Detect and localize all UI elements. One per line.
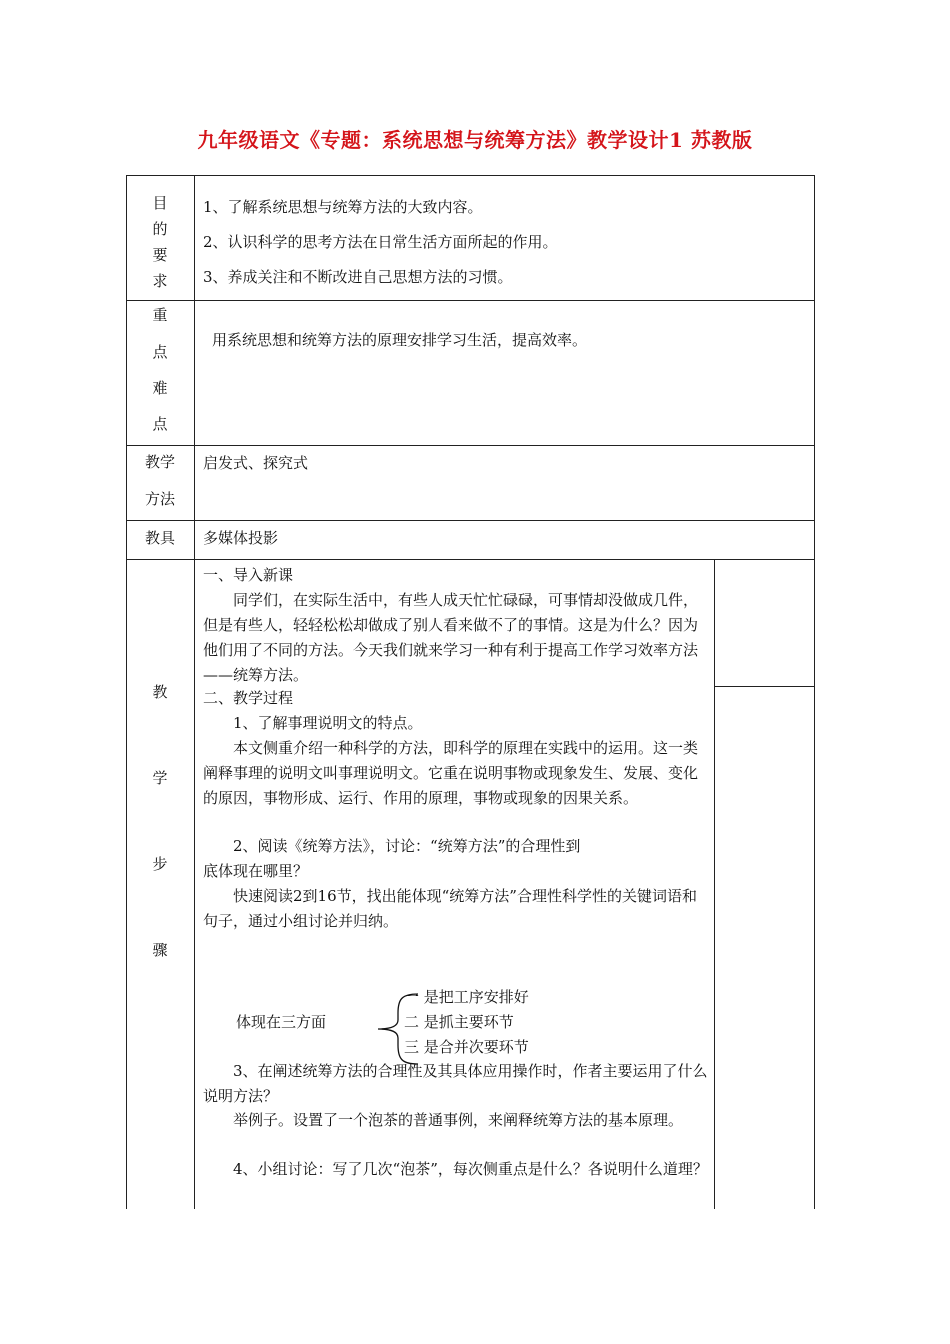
- goals-label-4: 求: [152, 272, 168, 290]
- key-points-label-4: 点: [152, 415, 168, 433]
- key-points-text: 用系统思想和统筹方法的原理安排学习生活，提高效率。: [212, 331, 588, 349]
- key-points-label-1: 重: [152, 306, 168, 324]
- step-3-answer: 举例子。设置了一个泡茶的普通事例，来阐释统筹方法的基本原理。: [233, 1111, 684, 1129]
- method-label-2: 方法: [144, 490, 175, 508]
- step-4-question: 4、小组讨论：写了几次“泡茶”，每次侧重点是什么？各说明什么道理？: [233, 1160, 708, 1178]
- aspects-label: 体现在三方面: [236, 1013, 327, 1031]
- table-border-top: [126, 175, 815, 176]
- row-divider: [126, 445, 815, 446]
- document-title: 九年级语文《专题：系统思想与统筹方法》教学设计1 苏教版: [197, 128, 753, 152]
- goal-item: 3、养成关注和不断改进自己思想方法的习惯。: [203, 268, 513, 286]
- goals-label-1: 目: [152, 194, 168, 212]
- goal-item: 2、认识科学的思考方法在日常生活方面所起的作用。: [203, 233, 558, 251]
- goals-label-2: 的: [152, 220, 168, 238]
- notes-column-divider: [714, 686, 815, 687]
- aspect-item: 一 是把工序安排好: [404, 988, 529, 1006]
- method-label-1: 教学: [144, 453, 175, 471]
- intro-paragraph: 同学们，在实际生活中，有些人成天忙忙碌碌，可事情却没做成几件，但是有些人，轻轻松松却做成了别人看来做不了的事情。这是为什么？因为他们用了不同的方法。今天我们就来学习一种有利于提高工作学习效率方法——统筹方法。: [203, 591, 699, 684]
- key-points-label-2: 点: [152, 343, 168, 361]
- steps-label-2: 学: [152, 769, 168, 787]
- aspect-item: 三 是合并次要环节: [404, 1038, 529, 1056]
- aspect-item: 二 是抓主要环节: [404, 1013, 514, 1031]
- steps-label-4: 骤: [152, 941, 168, 959]
- step-2-question-cont: 底体现在哪里？: [203, 862, 309, 880]
- step-2-paragraph: 快速阅读2到16节，找出能体现“统筹方法”合理性科学性的关键词语和句子，通过小组讨论并归纳。: [203, 887, 697, 930]
- steps-label-1: 教: [152, 683, 168, 701]
- step-3-question: 3、在阐述统筹方法的合理性及其具体应用操作时，作者主要运用了什么说明方法？: [203, 1062, 708, 1105]
- table-border-right: [814, 175, 815, 1209]
- row-divider: [126, 300, 815, 301]
- process-heading: 二、教学过程: [203, 689, 294, 707]
- label-column-divider: [194, 175, 195, 1209]
- step-2-question: 2、阅读《统筹方法》，讨论：“统筹方法”的合理性到: [233, 837, 581, 855]
- row-divider: [126, 559, 815, 560]
- goal-item: 1、了解系统思想与统筹方法的大致内容。: [203, 198, 483, 216]
- method-text: 启发式、探究式: [203, 454, 309, 472]
- intro-heading: 一、导入新课: [203, 566, 294, 584]
- notes-column-left: [714, 559, 715, 1209]
- step-1-paragraph: 本文侧重介绍一种科学的方法，即科学的原理在实践中的运用。这一类阐释事理的说明文叫事理说明文。它重在说明事物或现象发生、发展、变化的原因，事物形成、运行、作用的原理，事物或现象的因果关系。: [203, 739, 699, 807]
- key-points-label-3: 难: [152, 379, 168, 397]
- tools-text: 多媒体投影: [203, 529, 279, 547]
- steps-label-3: 步: [152, 855, 168, 873]
- goals-label-3: 要: [152, 246, 168, 264]
- step-1-heading: 1、了解事理说明文的特点。: [233, 714, 423, 732]
- tools-label: 教具: [144, 529, 175, 547]
- row-divider: [126, 520, 815, 521]
